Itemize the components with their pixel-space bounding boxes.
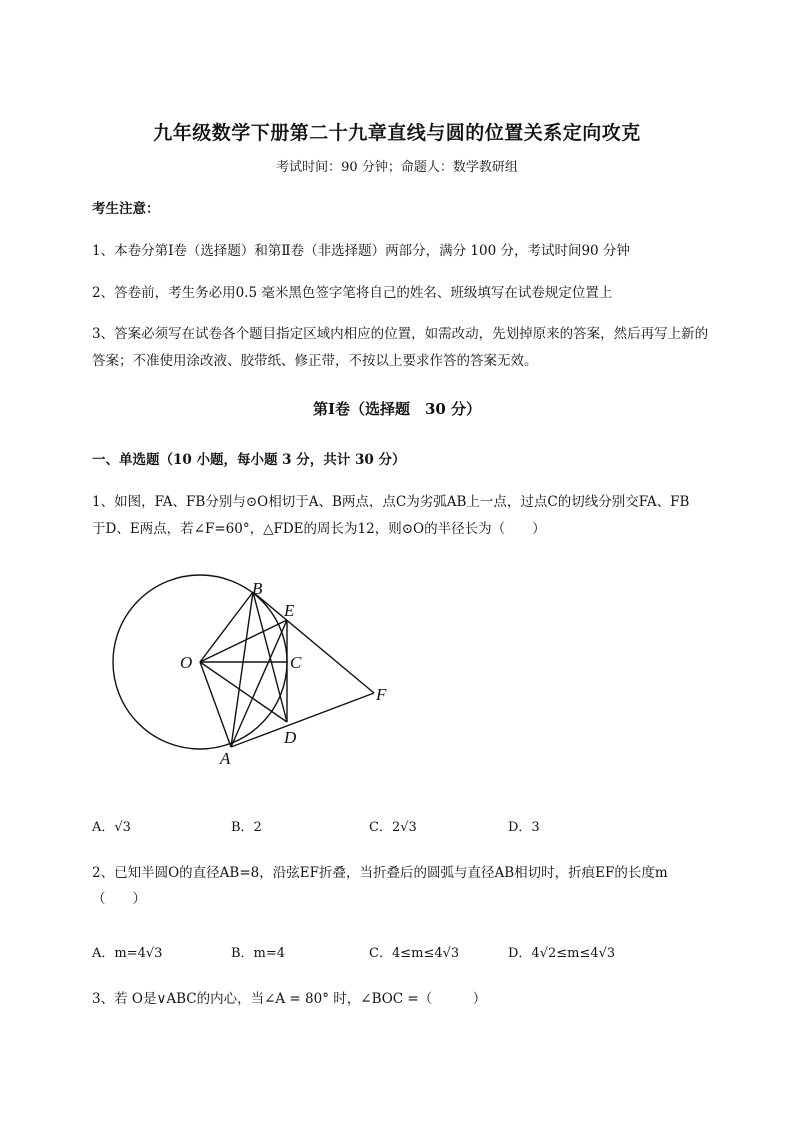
question-1-line-1: 1、如图，FA、FB分别与⊙O相切于A、B两点，点C为劣弧AB上一点，过点C的切线分别交FA、FB bbox=[92, 494, 690, 510]
geometry-figure bbox=[106, 570, 406, 770]
q1-option-b[interactable]: B．2 bbox=[231, 820, 262, 835]
exam-info: 考试时间：90 分钟；命题人：数学教研组 bbox=[276, 160, 518, 175]
notice-heading: 考生注意： bbox=[92, 201, 160, 217]
label-c: C bbox=[290, 653, 302, 672]
tangent-fb bbox=[253, 592, 374, 693]
label-a: A bbox=[220, 749, 231, 768]
notice-item-3: 3、答案必须写在试卷各个题目指定区域内相应的位置，如需改动，先划掉原来的答案，然后再写上新的答案；不准使用涂改液、胶带纸、修正带，不按以上要求作答的答案无效。 bbox=[92, 326, 709, 369]
question-2-line-1: 2、已知半圆O的直径AB=8，沿弦EF折叠，当折叠后的圆弧与直径AB相切时，折痕EF的长度m bbox=[92, 865, 668, 881]
label-f: F bbox=[376, 685, 387, 704]
q1-option-a[interactable]: A．√3 bbox=[92, 820, 131, 835]
q2-option-b[interactable]: B．m=4 bbox=[231, 946, 286, 961]
label-o: O bbox=[180, 653, 193, 672]
q1-option-c[interactable]: C．2√3 bbox=[369, 820, 417, 835]
q1-option-d[interactable]: D．3 bbox=[508, 820, 540, 835]
q2-option-c[interactable]: C．4≤m≤4√3 bbox=[369, 946, 460, 961]
part-heading: 一、单选题（10 小题，每小题 3 分，共计 30 分） bbox=[92, 452, 406, 468]
q2-option-d[interactable]: D．4√2≤m≤4√3 bbox=[508, 946, 616, 961]
question-3-line-1: 3、若 O是∨ABC的内心，当∠A = 80° 时，∠BOC =（ ） bbox=[92, 991, 487, 1007]
tangent-fa bbox=[231, 693, 374, 747]
notice-item-2: 2、答卷前，考生务必用0.5 毫米黑色签字笔将自己的姓名、班级填写在试卷规定位置上 bbox=[92, 285, 613, 301]
q2-option-a[interactable]: A．m=4√3 bbox=[92, 946, 163, 961]
label-e: E bbox=[284, 601, 295, 620]
page-title: 九年级数学下册第二十九章直线与圆的位置关系定向攻克 bbox=[153, 122, 641, 144]
question-1-line-2: 于D、E两点，若∠F=60°，△FDE的周长为12，则⊙O的半径长为（ ） bbox=[92, 521, 546, 537]
label-d: D bbox=[284, 728, 297, 747]
segment-oa bbox=[200, 662, 231, 747]
notice-item-1: 1、本卷分第Ⅰ卷（选择题）和第Ⅱ卷（非选择题）两部分，满分 100 分，考试时间90 分钟 bbox=[92, 243, 630, 259]
label-b: B bbox=[252, 579, 263, 598]
section-title: 第Ⅰ卷（选择题 30 分） bbox=[312, 400, 482, 418]
question-2-line-2: （ ） bbox=[92, 891, 146, 907]
